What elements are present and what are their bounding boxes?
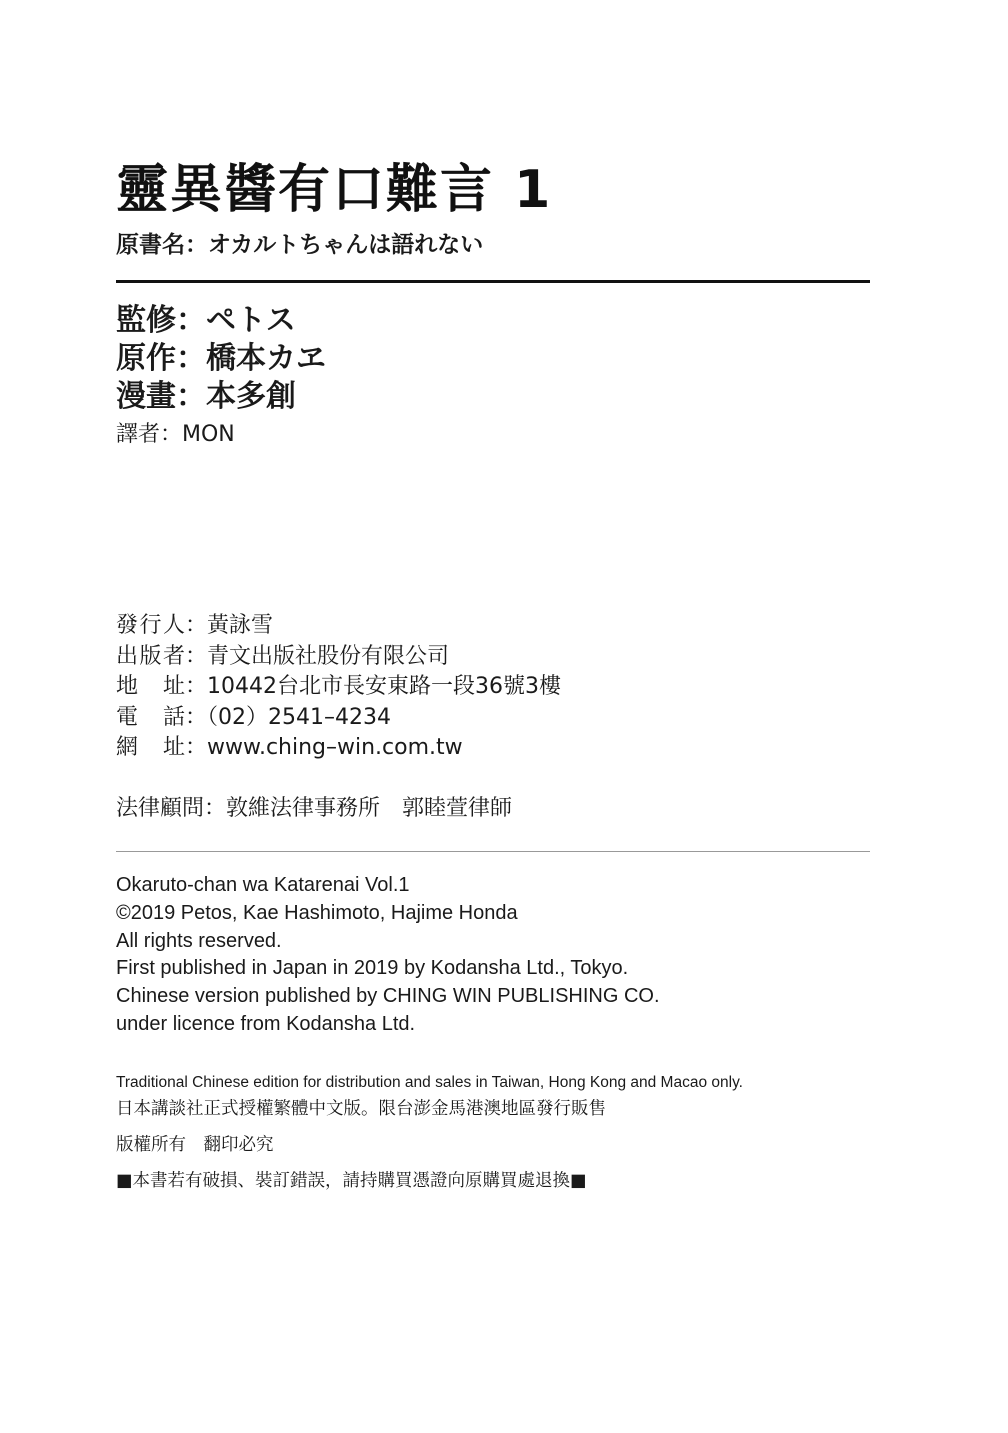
distribution-block: [116, 1071, 743, 1123]
distribution-chinese: 日本講談社正式授權繁體中文版。限台澎金馬港澳地區發行販售: [116, 1099, 606, 1119]
return-notice: ■本書若有破損、裝訂錯誤，請持購買憑證向原購買處退換■: [116, 1171, 587, 1191]
section-divider: [116, 851, 870, 852]
publisher-row-website: [116, 733, 561, 764]
publisher-row-label: 網址: [116, 735, 185, 760]
credit-translator: 譯者：MON: [116, 422, 235, 447]
title-divider: [116, 280, 870, 283]
publisher-info: [116, 611, 561, 764]
credits-block: [116, 302, 326, 450]
copyright-line: under licence from Kodansha Ltd.: [116, 1012, 416, 1035]
copyright-line: Okaruto-chan wa Katarenai Vol.1: [116, 874, 410, 896]
copyright-line: First published in Japan in 2019 by Kodansha Ltd., Tokyo.: [116, 957, 629, 980]
publisher-row-phone: [116, 703, 561, 734]
publisher-row-value: ：青文出版社股份有限公司: [185, 643, 450, 669]
legal-counsel: 法律顧問：敦維法律事務所 郭睦萱律師: [116, 796, 513, 821]
publisher-row-value: ：黃詠雪: [185, 613, 274, 638]
publisher-row-label: 電話: [116, 704, 185, 730]
original-title: 原書名：オカルトちゃんは語れない: [116, 232, 484, 258]
credit-original-work: 原作：橋本カヱ: [116, 341, 326, 376]
publisher-row-issuer: [116, 611, 561, 642]
publisher-row-value: ：www.ching–win.com.tw: [185, 735, 463, 760]
publisher-row-publisher: [116, 642, 561, 673]
copyright-block: [116, 872, 660, 1039]
copyright-line: All rights reserved.: [116, 929, 282, 952]
rights-notice: 版權所有 翻印必究: [116, 1135, 274, 1155]
copyright-line: Chinese version published by CHING WIN PUBLISHING CO.: [116, 985, 660, 1008]
publisher-row-label: 發行人: [116, 613, 185, 638]
credit-supervisor: 監修：ペトス: [116, 303, 296, 338]
publisher-row-value: ：（02）2541–4234: [185, 704, 391, 730]
distribution-english: Traditional Chinese edition for distribution and sales in Taiwan, Hong Kong and Macao only.: [116, 1074, 743, 1091]
publisher-row-address: [116, 672, 561, 703]
publisher-row-label: 出版者: [116, 643, 185, 669]
publisher-row-value: ：10442台北市長安東路一段36號3樓: [185, 674, 561, 699]
copyright-line: ©2019 Petos, Kae Hashimoto, Hajime Honda: [116, 901, 518, 924]
publisher-row-label: 地址: [116, 674, 185, 699]
book-title: 靈異醬有口難言 1: [116, 160, 553, 220]
credit-manga: 漫畫：本多創: [116, 379, 296, 414]
